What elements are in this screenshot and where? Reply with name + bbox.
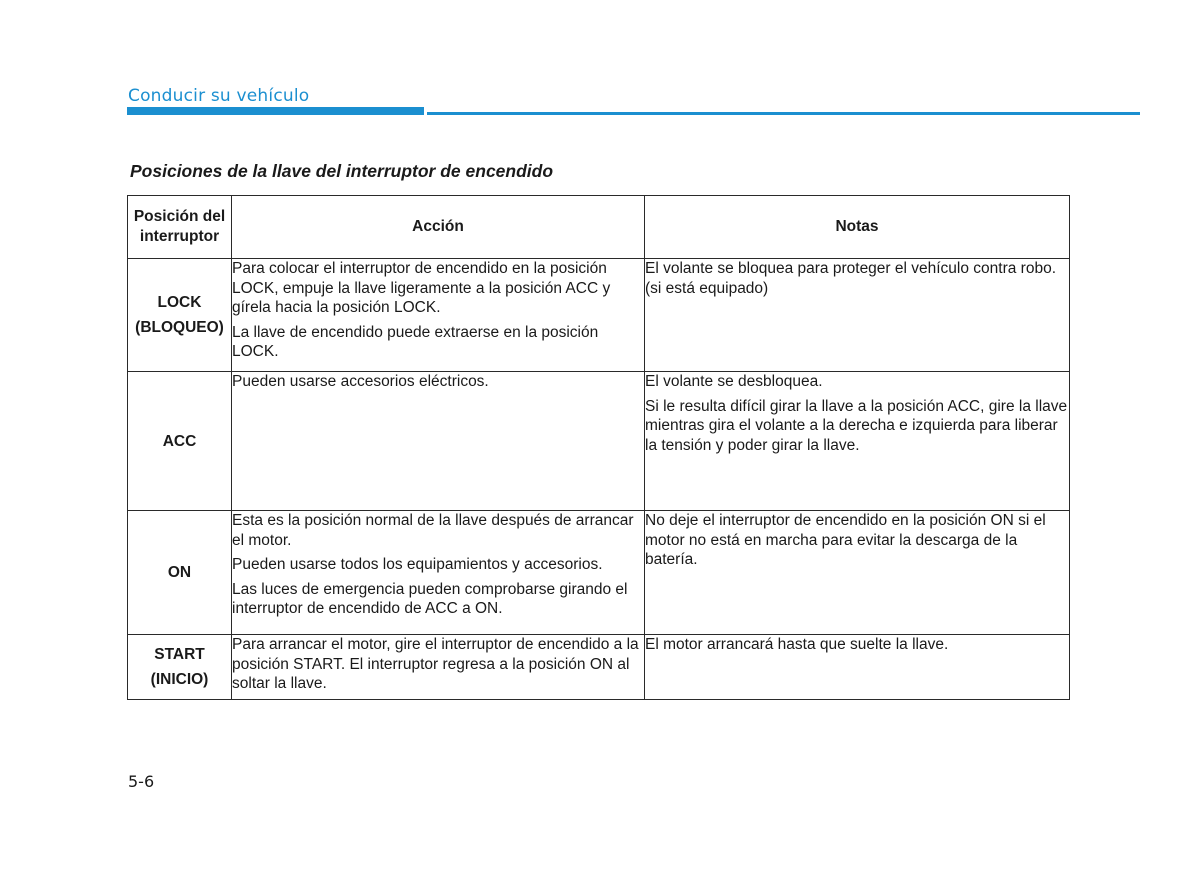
position-label: LOCK [157, 294, 202, 311]
section-title: Posiciones de la llave del interruptor de encendido [130, 161, 554, 181]
position-cell [128, 372, 232, 511]
position-cell [128, 259, 232, 372]
ignition-positions-table [127, 195, 1070, 700]
chapter-title: Conducir su vehículo [128, 86, 310, 106]
action-cell [232, 259, 645, 372]
header-action: Acción [232, 196, 645, 259]
action-cell [232, 511, 645, 635]
header-notes: Notas [645, 196, 1070, 259]
header-accent-bar [127, 107, 424, 115]
notes-text: El volante se desbloquea. [645, 373, 823, 390]
action-text: Para arrancar el motor, gire el interruptor de encendido a la posición START. El interruptor regresa a la posición ON al soltar la llave. [232, 636, 639, 692]
table-row-acc [128, 372, 1070, 511]
action-text: Esta es la posición normal de la llave después de arrancar el motor. [232, 512, 634, 549]
position-cell [128, 511, 232, 635]
table-header-row [128, 196, 1070, 259]
position-sublabel: (BLOQUEO) [135, 319, 224, 336]
position-cell [128, 635, 232, 700]
header-position: Posición del interruptor [128, 196, 232, 259]
action-text: Para colocar el interruptor de encendido en la posición LOCK, empuje la llave ligeramente a la posición ACC y gírela hacia la posición LOCK. [232, 260, 611, 316]
notes-text: Si le resulta difícil girar la llave a la posición ACC, gire la llave mientras gira el volante a la derecha e izquierda para liberar la tensión y poder girar la llave. [645, 397, 1068, 454]
notes-text: El motor arrancará hasta que suelte la llave. [645, 636, 949, 653]
notes-cell [645, 511, 1070, 635]
position-label: START [154, 646, 205, 663]
notes-text: No deje el interruptor de encendido en la posición ON si el motor no está en marcha para evitar la descarga de la batería. [645, 512, 1046, 568]
position-label: ACC [162, 432, 197, 450]
position-label: ON [167, 564, 192, 581]
notes-cell [645, 259, 1070, 372]
table-row-start [128, 635, 1070, 700]
action-cell [232, 635, 645, 700]
header-rule [427, 112, 1140, 115]
action-text: Pueden usarse todos los equipamientos y accesorios. [232, 556, 603, 573]
action-text: Pueden usarse accesorios eléctricos. [232, 373, 489, 390]
notes-cell [645, 635, 1070, 700]
action-cell [232, 372, 645, 511]
table-row-lock [128, 259, 1070, 372]
table-row-on [128, 511, 1070, 635]
page-number: 5-6 [128, 772, 155, 791]
notes-cell [645, 372, 1070, 511]
action-text: La llave de encendido puede extraerse en la posición LOCK. [232, 323, 599, 360]
notes-text: El volante se bloquea para proteger el vehículo contra robo. (si está equipado) [645, 260, 1057, 297]
position-sublabel: (INICIO) [150, 671, 209, 688]
action-text: Las luces de emergencia pueden comprobarse girando el interruptor de encendido de ACC a ON. [232, 580, 628, 617]
